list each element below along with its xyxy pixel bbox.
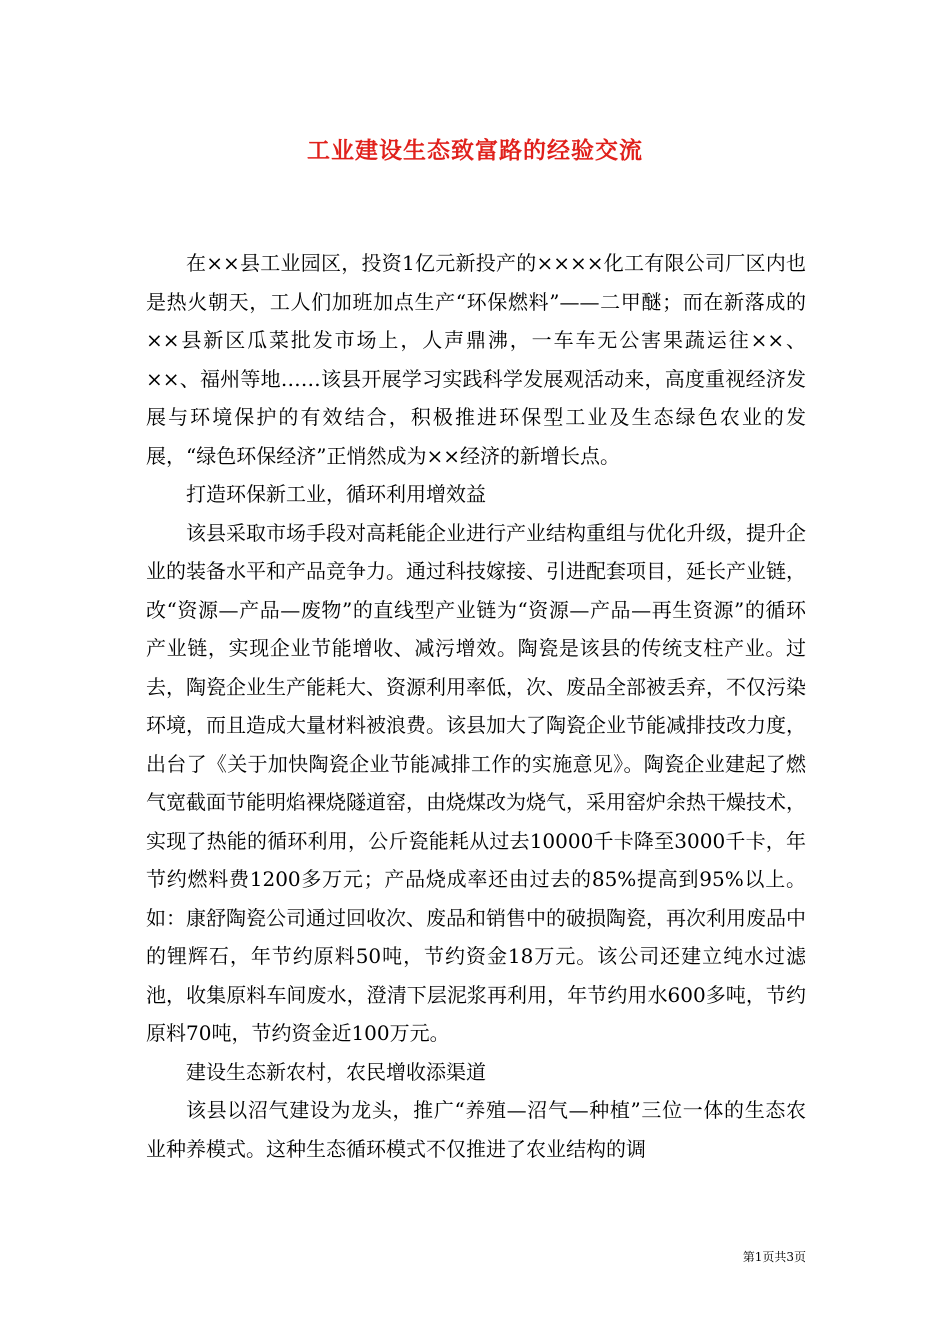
paragraph-industry: 该县采取市场手段对高耗能企业进行产业结构重组与优化升级，提升企业的装备水平和产品竞争力。通过科技嫁接、引进配套项目，延长产业链，改“资源—产品—废物”的直线型产业链为“资源—产品—再生资源”的循环产业链，实现企业节能增收、减污增效。陶瓷是该县的传统支柱产业。过去，陶瓷企业生产能耗大、资源利用率低，次、废品全部被丢弃，不仅污染环境，而且造成大量材料被浪费。该县加大了陶瓷企业节能减排技改力度，出台了《关于加快陶瓷企业节能减排工作的实施意见》。陶瓷企业建起了燃气宽截面节能明焰裸烧隧道窑，由烧煤改为烧气，采用窑炉余热干燥技术，实现了热能的循环利用，公斤瓷能耗从过去10000千卡降至3000千卡，年节约燃料费1200多万元；产品烧成率还由过去的85%提高到95%以上。如：康舒陶瓷公司通过回收次、废品和销售中的破损陶瓷，再次利用废品中的锂辉石，年节约原料50吨，节约资金18万元。该公司还建立纯水过滤池，收集原料车间废水，澄清下层泥浆再利用，年节约用水600多吨，节约原料70吨，节约资金近100万元。 [146,520,806,1045]
section-heading-agriculture: 建设生态新农村，农民增收添渠道 [186,1059,486,1084]
page-number: 第1页共3页 [742,1250,806,1264]
paragraph-agriculture: 该县以沼气建设为龙头，推广“养殖—沼气—种植”三位一体的生态农业种养模式。这种生态循环模式不仅推进了农业结构的调 [146,1098,806,1161]
paragraph-intro: 在××县工业园区，投资1亿元新投产的××××化工有限公司厂区内也是热火朝天，工人们加班加点生产“环保燃料”——二甲醚；而在新落成的××县新区瓜菜批发市场上，人声鼎沸，一车车无公害果蔬运往××、××、福州等地……该县开展学习实践科学发展观活动来，高度重视经济发展与环境保护的有效结合，积极推进环保型工业及生态绿色农业的发展，“绿色环保经济”正悄然成为××经济的新增长点。 [146,251,806,468]
document-body [146,244,806,1168]
document-title: 工业建设生态致富路的经验交流 [307,137,643,164]
section-heading-industry: 打造环保新工业，循环利用增效益 [186,482,486,506]
